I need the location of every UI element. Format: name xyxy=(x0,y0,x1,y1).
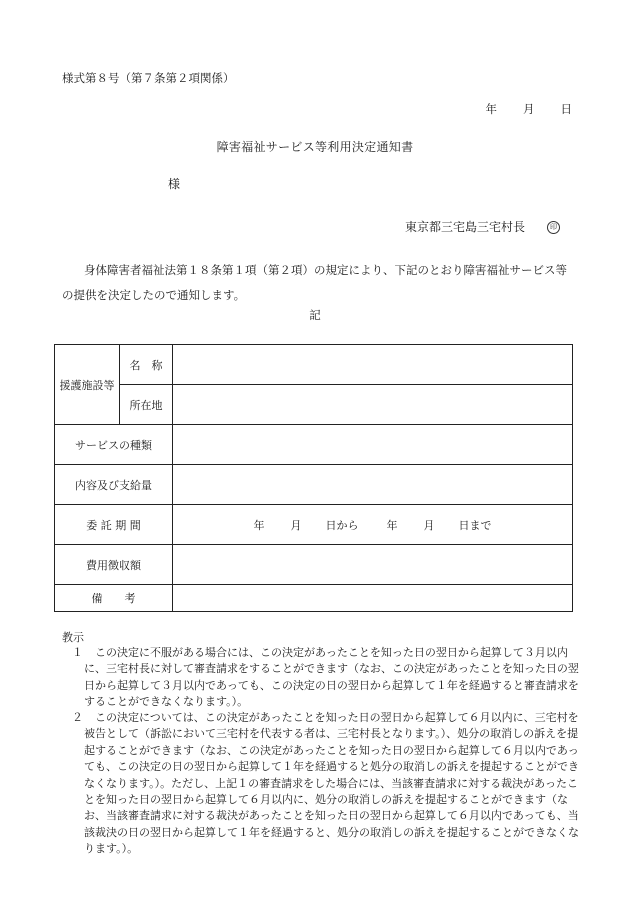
remarks-label: 備 考 xyxy=(55,585,173,612)
content-label: 内容及び支給量 xyxy=(55,465,173,505)
issuer-name: 東京都三宅島三宅村長 xyxy=(404,220,525,234)
form-number: 様式第８号（第７条第２項関係） xyxy=(62,71,235,85)
fee-label: 費用徴収額 xyxy=(55,545,173,585)
period-day-from: 日から xyxy=(325,518,359,532)
remarks-value xyxy=(173,585,573,612)
notice-heading: 教示 xyxy=(62,631,84,644)
issuer xyxy=(405,218,560,235)
date-line xyxy=(486,101,573,117)
period-year-until: 年 xyxy=(386,518,398,532)
details-table xyxy=(54,344,573,612)
notice-item xyxy=(62,710,582,858)
notice-item-number: １ xyxy=(72,646,83,659)
notice-item-text: この決定については、この決定があったことを知った日の翌日から起算して６月以内に、三宅村を被告として（訴訟において三宅村を代表する者は、三宅村長となります。）、処分の取消しの訴えを提起することができます（なお、この決定があったことを知った日の翌日から起算して６月以内であっても、この決定の日の翌日から起算して１年を経過すると処分の取消しの訴えを提起することができなくなります。）。ただし、上記１の審査請求をした場合には、当該審査請求に対する裁決があったことを知った日の翌日から起算して６月以内に、処分の取消しの訴えを提起することができます（なお、当該審査請求に対する裁決があったことを知った日の翌日から起算して６月以内であっても、当該裁決の日の翌日から起算して１年を経過すると、処分の取消しの訴えを提起することができなくなります。）。 xyxy=(84,711,579,856)
period-month-from: 月 xyxy=(290,518,302,532)
address-label: 所在地 xyxy=(120,385,173,425)
service-type-label: サービスの種類 xyxy=(55,425,173,465)
period-year-from: 年 xyxy=(253,518,265,532)
notice-item-text: この決定に不服がある場合には、この決定があったことを知った日の翌日から起算して３月以内に、三宅村長に対して審査請求をすることができます（なお、この決定があったことを知った日の翌日から起算して３月以内であっても、この決定の日の翌日から起算して１年を経過すると審査請求をすることができなくなります。）。 xyxy=(84,646,579,709)
date-month: 月 xyxy=(523,102,535,116)
document-title: 障害福祉サービス等利用決定通知書 xyxy=(216,140,414,154)
address-value xyxy=(173,385,573,425)
notice-item xyxy=(62,645,582,711)
recipient-suffix: 様 xyxy=(168,177,181,191)
notice-item-number: ２ xyxy=(72,711,83,724)
body-text: 身体障害者福祉法第１８条第１項（第２項）の規定により、下記のとおり障害福祉サービス等の提供を決定したので通知します。 xyxy=(62,263,567,302)
service-type-value xyxy=(173,425,573,465)
name-label: 名 称 xyxy=(120,345,173,385)
name-value xyxy=(173,345,573,385)
content-value xyxy=(173,465,573,505)
period-label: 委 託 期 間 xyxy=(55,505,173,545)
date-day: 日 xyxy=(560,102,572,116)
period-day-until: 日まで xyxy=(458,518,492,532)
seal-mark: 印 xyxy=(547,221,560,234)
facility-group-label: 援護施設等 xyxy=(55,345,120,425)
fee-value xyxy=(173,545,573,585)
ki-heading: 記 xyxy=(309,308,321,322)
period-value xyxy=(173,505,573,545)
date-year: 年 xyxy=(485,102,497,116)
period-month-until: 月 xyxy=(423,518,435,532)
